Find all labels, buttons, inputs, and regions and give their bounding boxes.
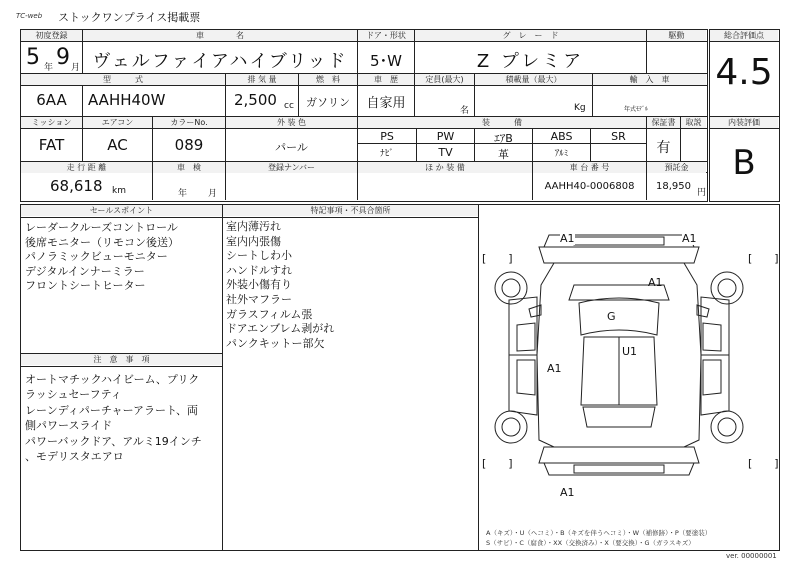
list-item: 外装小傷有り xyxy=(226,278,292,292)
list-item: シートしわ小 xyxy=(226,249,292,263)
equip-airbag: ｴｱB xyxy=(494,132,513,145)
list-item: 、モデリスタエアロ xyxy=(25,449,124,463)
damage-mark: A1 xyxy=(560,232,575,245)
mileage: 68,618 xyxy=(50,177,103,195)
displacement: 2,500 xyxy=(234,91,277,109)
aircon: AC xyxy=(107,136,128,154)
notes-list xyxy=(25,373,202,465)
mileage-unit: km xyxy=(112,186,126,196)
label-mission: ミッション xyxy=(21,117,82,128)
label-car-name: 車 名 xyxy=(83,30,357,41)
features-list xyxy=(226,220,334,351)
label-recycle: 預託金 xyxy=(647,162,706,173)
list-item: ハンドルすれ xyxy=(226,263,292,277)
label-notes: 注 意 事 項 xyxy=(21,354,222,365)
warranty: 有 xyxy=(656,140,671,156)
color-no: 089 xyxy=(174,136,204,154)
equip-tv: TV xyxy=(438,146,453,159)
list-item: 社外マフラー xyxy=(226,292,292,306)
model-code: 6AA xyxy=(36,91,67,109)
label-grade: グ レ ー ド xyxy=(415,30,646,41)
list-item: ラッシュセーフティ xyxy=(25,387,122,401)
damage-mark: A1 xyxy=(547,362,562,375)
label-chassis: 車 台 番 号 xyxy=(533,162,646,173)
import-label: 年式ﾓﾃﾞﾙ xyxy=(624,106,649,113)
door-type: 5･W xyxy=(370,52,402,70)
label-model: 型 式 xyxy=(21,74,225,85)
label-manual: 取説 xyxy=(681,117,706,128)
list-item: パンクキットー部欠 xyxy=(226,336,325,350)
label-first-reg: 初度登録 xyxy=(21,30,82,41)
damage-mark: A1 xyxy=(648,276,663,289)
bracket: [ ] xyxy=(482,252,513,265)
label-car-type: 車 歴 xyxy=(358,74,414,85)
equip-pw: PW xyxy=(436,130,455,143)
list-item: ガラスフィルム張 xyxy=(226,307,313,321)
label-color-no: カラーNo. xyxy=(153,117,225,128)
label-reg-number: 登録ナンバー xyxy=(226,162,357,173)
model: AAHH40W xyxy=(88,91,166,109)
label-door: ドア・形状 xyxy=(358,30,414,41)
mission: FAT xyxy=(38,136,65,154)
label-interior: 内装評価 xyxy=(710,117,778,128)
bracket: [ ] xyxy=(748,252,779,265)
version: ver. 00000001 xyxy=(726,552,777,560)
label-drive: 駆動 xyxy=(647,30,706,41)
equip-leather: 革 xyxy=(498,148,509,161)
label-displacement: 排 気 量 xyxy=(226,74,298,85)
label-capacity: 定員(最大) xyxy=(415,74,474,85)
list-item: パワーバックドア、アルミ19インチ xyxy=(25,435,202,449)
interior-score: B xyxy=(732,143,756,183)
equip-alumi: ｱﾙﾐ xyxy=(554,149,569,159)
legend-line-1: A（キズ）・U（ヘコミ）・B（キズを伴うヘコミ）・W（補修跡）・P（要塗装） xyxy=(486,529,712,537)
list-item: 室内内張傷 xyxy=(226,234,281,248)
label-fuel: 燃 料 xyxy=(299,74,357,85)
bracket: [ ] xyxy=(482,457,513,470)
label-load: 積載量（最大） xyxy=(475,74,592,85)
label-aircon: エアコン xyxy=(83,117,152,128)
equip-navi: ﾅﾋﾞ xyxy=(380,149,394,159)
equip-ps: PS xyxy=(380,130,394,143)
car-damage-diagram xyxy=(479,205,777,525)
list-item: レーンディパーチャーアラート、両 xyxy=(25,404,199,418)
legend-line-2: S（サビ）・C（腐食）・XX（交換済み）・X（要交換）・G（ガラスキズ） xyxy=(486,539,695,547)
damage-mark: U1 xyxy=(622,345,638,358)
load-unit: Kg xyxy=(574,103,586,113)
label-overall: 総合評価点 xyxy=(710,30,778,41)
label-other-equipment: ほ か 装 備 xyxy=(358,162,532,173)
damage-mark: A1 xyxy=(560,486,575,499)
label-inspection: 車 検 xyxy=(153,162,225,173)
reg-year-unit: 年 xyxy=(44,63,54,73)
label-features: 特記事項・不具合箇所 xyxy=(223,205,478,216)
list-item: デジタルインナーミラー xyxy=(25,264,145,278)
list-item: パノラミックビューモニター xyxy=(25,250,168,264)
label-sales-points: セールスポイント xyxy=(21,205,222,216)
displacement-unit: cc xyxy=(284,101,294,111)
car-type: 自家用 xyxy=(366,96,406,111)
list-item: 後席モニター（リモコン後送） xyxy=(25,235,179,249)
grade: Z プレミア xyxy=(476,51,585,72)
reg-month: 9 xyxy=(56,45,70,70)
exterior-color: パール xyxy=(275,141,308,154)
equip-sr: SR xyxy=(611,130,626,143)
list-item: 側パワースライド xyxy=(25,418,113,432)
damage-mark: A1 xyxy=(682,232,697,245)
recycle-unit: 円 xyxy=(697,188,707,198)
label-warranty: 保証書 xyxy=(647,117,680,128)
overall-score: 4.5 xyxy=(715,52,773,93)
bracket: [ ] xyxy=(748,457,779,470)
reg-month-unit: 月 xyxy=(71,63,81,73)
fuel: ガソリン xyxy=(306,96,350,109)
label-mileage: 走 行 距 離 xyxy=(21,162,152,173)
list-item: オートマチックハイビーム、プリク xyxy=(25,373,200,386)
sales-points-list xyxy=(25,221,179,294)
list-item: ドアエンブレム剥がれ xyxy=(226,322,335,336)
label-import: 輸 入 車 xyxy=(593,74,706,85)
list-item: フロントシートヒーター xyxy=(25,279,146,293)
document-title: ストックワンプライス掲載票 xyxy=(58,11,201,24)
equip-abs: ABS xyxy=(550,130,573,143)
chassis-number: AAHH40-0006808 xyxy=(544,181,635,192)
recycle-amount: 18,950 xyxy=(656,181,691,192)
inspection-year-unit: 年 xyxy=(178,189,188,199)
reg-year: 5 xyxy=(26,45,40,70)
inspection-month-unit: 月 xyxy=(208,189,218,199)
list-item: レーダークルーズコントロール xyxy=(25,221,178,234)
list-item: 室内薄汚れ xyxy=(226,220,281,233)
car-name: ヴェルファイアハイブリッド xyxy=(92,51,348,72)
label-equipment: 装 備 xyxy=(358,117,646,128)
capacity-unit: 名 xyxy=(460,106,470,116)
logo: TC-web xyxy=(16,12,43,20)
damage-mark: G xyxy=(607,310,616,323)
label-exterior-color: 外 装 色 xyxy=(226,117,357,128)
